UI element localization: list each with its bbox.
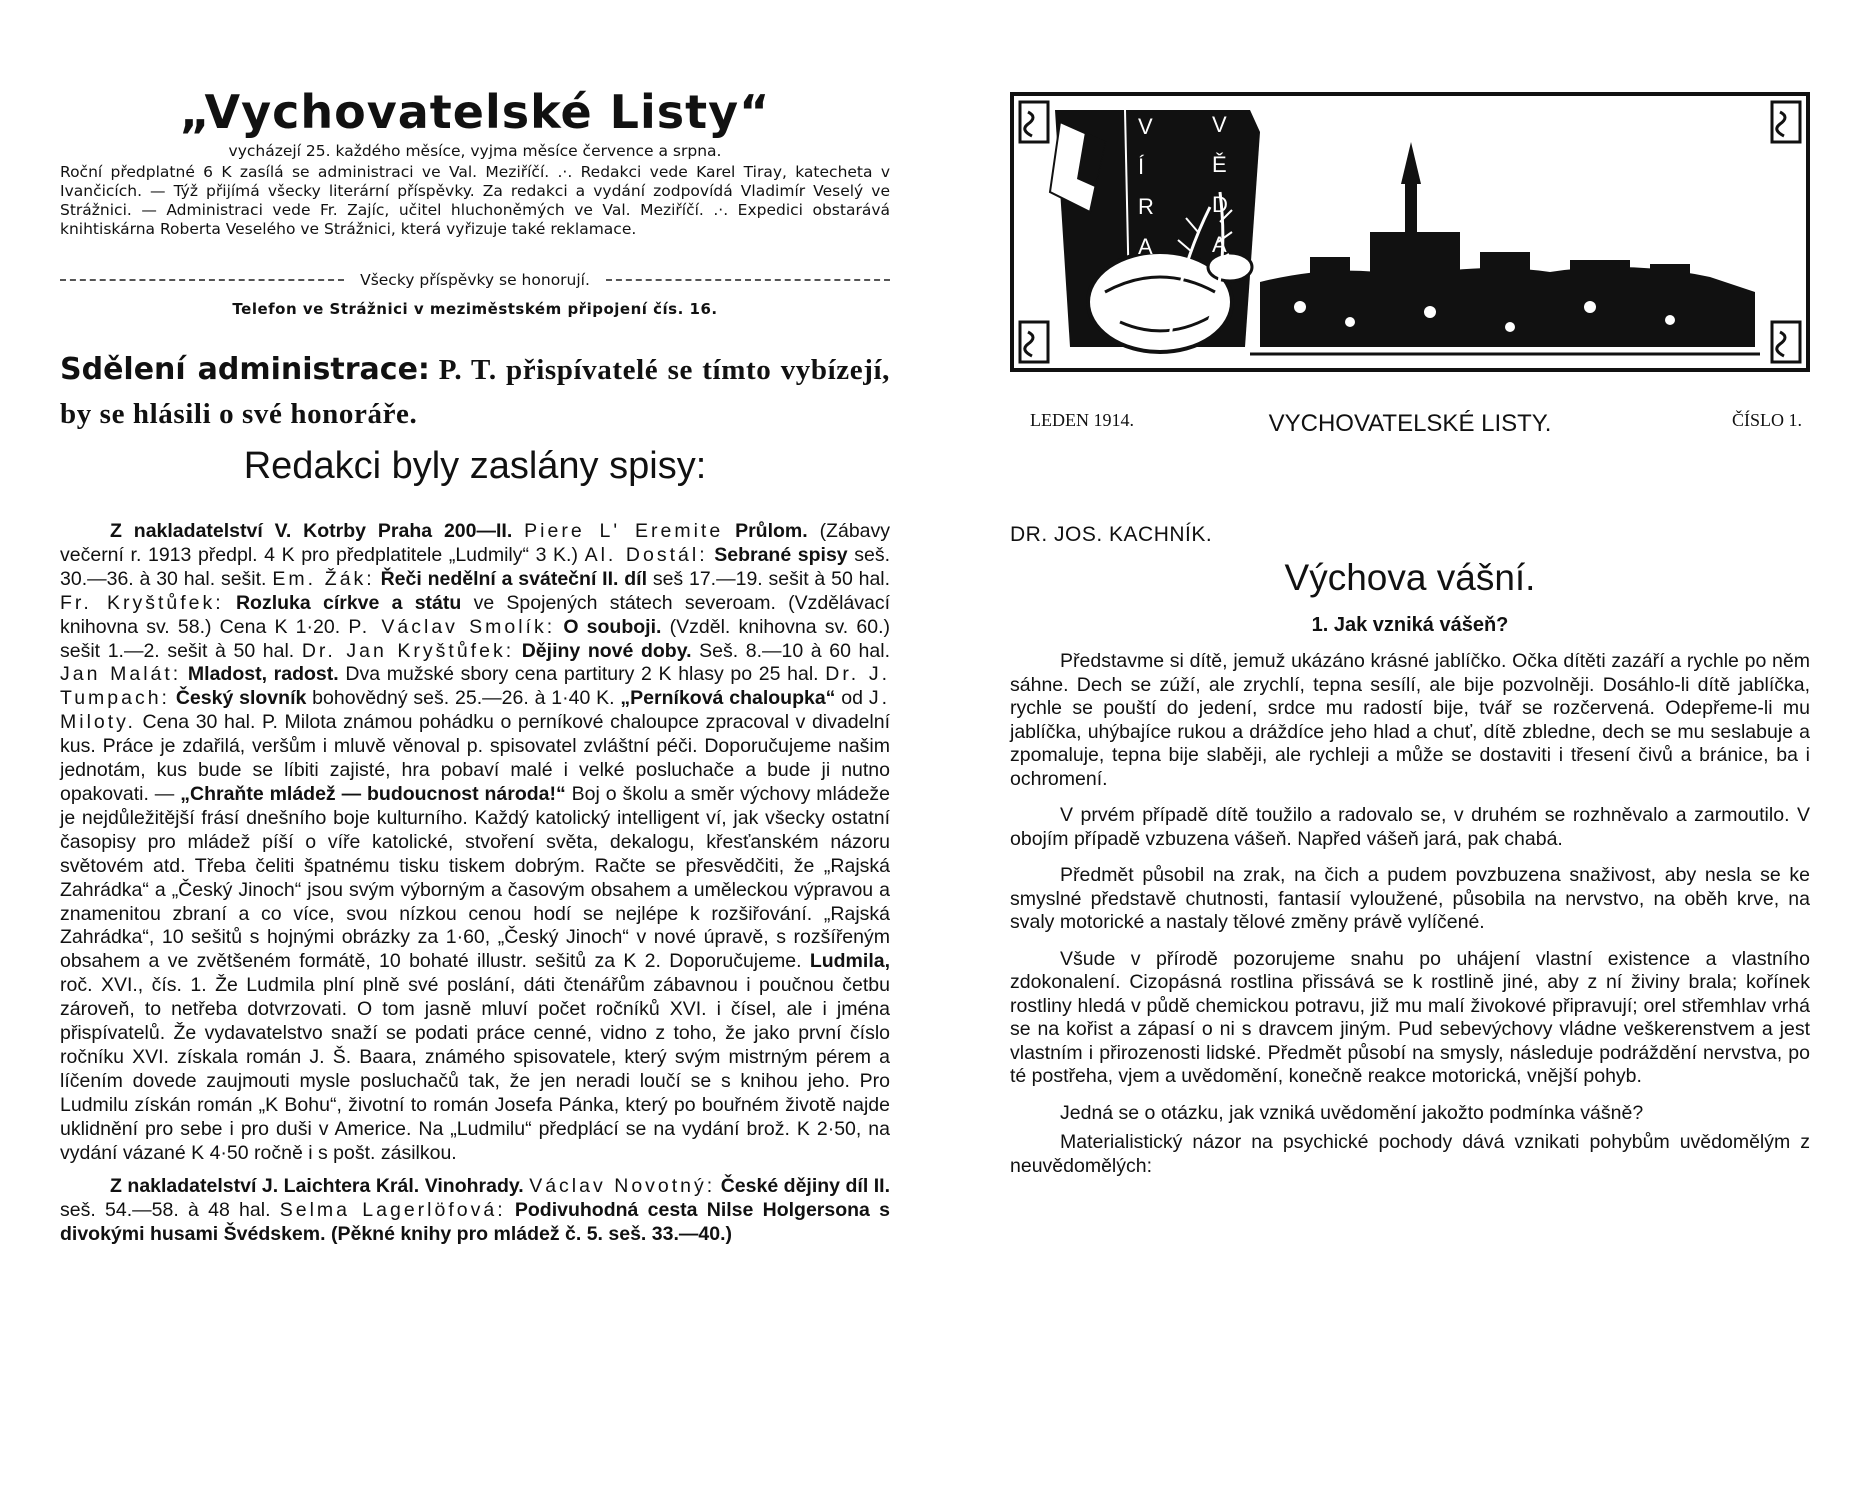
- article-paragraph: Představme si dítě, jemuž ukázáno krásné jablíčko. Očka dítěti zazáří a rychle po něm sáhne. Dech se zúží, ale zrychlí, tepna sesílí, ale bije pozvolněji. Dosáhlo-li dítě jablíčka, rychle se pouští do jedení, srdce mu radostí bije, tvář se rozčervená. Odepřeme-li mu jablíčka, uhýbajíce rukou a dráždíce jeho hlad a chuť, dítě zbledne, dech se mu seslabuje a zpomaluje, tepna bije slaběji, ale rychleji a může se dostaviti i třesení čivů a bránice, ba i ochromení.: [1010, 650, 1810, 790]
- book-note: Seš. 8.—10 à 60 hal.: [699, 639, 890, 662]
- publisher-laichter: Z nakladatelství J. Laichtera Král. Vinohrady.: [110, 1175, 524, 1198]
- author-name: Piere L' Eremite: [524, 520, 724, 542]
- author-name: Dr. Jan Kryštůfek:: [301, 639, 515, 662]
- notice-lead: Sdělení administrace:: [60, 352, 430, 387]
- book-note: seš. 30.—36. à 30 hal. sešit.: [60, 543, 891, 590]
- book-note: Dva mužské sbory cena partitury 2 K hlasy po 25 hal.: [345, 663, 819, 686]
- issue-line: [1010, 410, 1810, 440]
- issue-date: LEDEN 1914.: [1030, 410, 1134, 430]
- book-note: (Vzděl. knihovna sv. 60.) sešit 1.—2. sešit à 50 hal.: [60, 615, 890, 662]
- article-paragraph: Všude v přírodě pozorujeme snahu po uhájení vlastní existence a vlastního zdokonalení. Cizopásná rostlina přissává se k rostlině jiné, aby z ní živiny brala; kořínek rostliny hledá v půdě chemickou potravu, již mu malí živokové připravují; orel střemhlav vrhá se na kořist a zápasí o ni s dravcem jiným. Pud sebevýchovy vládne veškerenstvem a jest vlastním i přirozenosti lidské. Předmět působí na smysly, následuje podráždění nervstva, po té postřeha, vjem a uvědomění, konečně reakce motorická, vnější pohyb.: [1010, 947, 1810, 1087]
- book-note: od: [841, 687, 863, 710]
- banner-letter: A: [1138, 234, 1153, 259]
- book-title: České dějiny díl II.: [720, 1175, 891, 1198]
- book-note: bohovědný seš. 25.—26. à 1·40 K.: [312, 687, 615, 710]
- author-name: Jan Malát:: [60, 663, 182, 686]
- book-title: Ludmila,: [809, 950, 890, 973]
- banner-letter: V: [1138, 114, 1153, 139]
- telefon-line: Telefon ve Strážnici v meziměstském připojení čís. 16.: [232, 300, 718, 318]
- author-name: J. Miloty.: [60, 687, 890, 734]
- book-note: ve Spojených státech severoam. (Vzdělávací knihovna sv. 58.) Cena K 1·20.: [60, 591, 891, 638]
- administration-notice: [60, 348, 890, 436]
- book-note: (Zábavy večerní r. 1913 předpl. 4 K pro předplatitele „Ludmily“ 3 K.): [60, 520, 891, 566]
- article-author: DR. JOS. KACHNÍK.: [1010, 523, 1213, 546]
- article-subtitle: 1. Jak vzniká vášeň?: [1311, 614, 1509, 636]
- author-name: Al. Dostál:: [584, 543, 708, 566]
- issue-number: ČÍSLO 1.: [1731, 410, 1802, 430]
- book-title: Průlom.: [735, 520, 808, 542]
- honorar-row: [60, 271, 890, 289]
- header-banner-illustration: [1010, 92, 1810, 372]
- publisher-kotrba: Z nakladatelství V. Kotrby Praha 200—II.: [110, 520, 513, 542]
- book-title: Rozluka církve a státu: [235, 591, 462, 614]
- author-name: P. Václav Smolík:: [348, 615, 556, 638]
- book-list: [60, 520, 890, 1247]
- honorar-note: Všecky příspěvky se honorují.: [360, 271, 590, 289]
- author-name: Václav Novotný:: [529, 1175, 716, 1198]
- book-title: „Perníková chaloupka“: [620, 687, 836, 710]
- article-paragraph: Jedná se o otázku, jak vzniká uvědomění jakožto podmínka vášně?: [1060, 1101, 1644, 1124]
- masthead-info: Roční předplatné 6 K zasílá se administraci ve Val. Meziříčí. .·. Redakci vede Karel Tiray, katecheta v Ivančicích. — Týž přijímá všecky literární příspěvky. Za redakci a vydání zodpovídá Vladimír Veselý ve Strážnici. — Administraci vede Fr. Zajíc, učitel hluchoněmých ve Val. Meziříčí. .·. Expedici obstarává knihtiskárna Roberta Veselého ve Strážnici, která vyřizuje také reklamace.: [60, 163, 890, 238]
- book-title: „Chraňte mládež — budoucnost národa!“: [180, 782, 566, 805]
- section-heading: Redakci byly zaslány spisy:: [243, 445, 707, 487]
- masthead-schedule: vycházejí 25. každého měsíce, vyjma měsíce července a srpna.: [228, 142, 722, 160]
- book-title: Sebrané spisy: [714, 543, 848, 566]
- book-note: (Pěkné knihy pro mládež č. 5. seš. 33.—40.): [330, 1223, 732, 1246]
- banner-letter: Ě: [1212, 152, 1227, 177]
- book-title: Dějiny nové doby.: [521, 639, 692, 662]
- book-note: seš 17.—19. sešit à 50 hal.: [652, 567, 891, 590]
- book-review: roč. XVI., čís. 1. Že Ludmila plní plně své poslání, dáti čtenářům zábavnou i poučnou četbu zároveň, to netřeba dotvrzovati. O tom jasně mluví počet ročníků XVI. i čísel, ale i jména přispívatelů. Že vydavatelstvo snaží se podati práce cenné, vidno z toho, že jako první číslo ročníku XVI. získala román J. Š. Baara, známého spisovatele, který svým mistrným pérem a líčením dovede zaujmouti mysle posluchačů tak, že jen neradi loučí se s knihou jeho. Pro Ludmilu získán román „K Bohu“, životní to román Josefa Pánka, který po bouřném životě najde uklidnění pro sebe i pro duši v Americe. Na „Ludmilu“ předplácí se na vydání brož. K 2·50, na vydání vázané K 4·50 ročně i s pošt. zásilkou.: [60, 974, 890, 1164]
- book-title: Český slovník: [175, 687, 307, 710]
- book-title: Řeči nedělní a sváteční II. díl: [380, 567, 647, 590]
- banner-letter: A: [1212, 232, 1227, 257]
- article-paragraph: Předmět působil na zrak, na čich a pudem povzbuzena snaživost, aby nesla se ke smyslné představě chutnosti, fantasií vyloužené, působila na nervstvo, na oběh krve, na svaly motorické a nastaly tělové změny právě vylíčené.: [1010, 864, 1810, 933]
- banner-letter: D: [1212, 192, 1228, 217]
- book-paragraph-laichter: [60, 1175, 890, 1247]
- masthead-title: „Vychovatelské Listy“: [179, 85, 771, 139]
- book-review: Boj o školu a směr výchovy mládeže je nejdůležitější frásí dnešního boje kulturního. Každý katolický intelligent ví, jak všecky ostatní časopisy pro mládež píší o víře katolické, stvoření světa, dekalogu, křesťanském názoru světovém atd. Třeba čeliti špatnému tisku tiskem dobrým. Račte se přesvědčiti, že „Rajská Zahrádka“ a „Český Jinoch“ jsou svým výborným a časovým obsahem a uměleckou výpravou a znamenitou zbraní a co více, svou nízkou cenou hodí se nejlépe k rozšiřování. „Rajská Zahrádka“, 10 sešitů s hojnými obrázky za 1·60, „Český Jinoch“ v nové úpravě, s rozšířeným obsahem a ve zvětšeném formátě, 10 bohaté illustr. sešitů za K 2. Doporučujeme.: [60, 782, 891, 973]
- book-title: O souboji.: [563, 615, 662, 638]
- notice-text: P. T. přispívatelé se tímto vybízejí, by se hlásili o své honoráře.: [60, 354, 890, 430]
- book-paragraph-kotrba: [60, 520, 890, 1165]
- book-title: Mladost, radost.: [187, 663, 339, 686]
- author-name: Selma Lagerlöfová:: [279, 1199, 506, 1222]
- article-body: [1010, 650, 1810, 1191]
- book-review: Cena 30 hal. P. Milota známou pohádku o perníkové chaloupce zpracoval v divadelní kus. Práce je zdařilá, veršům i mluvě věnoval p. spisovatel zvláštní péči. Doporučujeme našim jednotám, kus bude se líbiti zajisté, hra pobaví malé i velké posluchače a bude ji nutno opakovati. —: [60, 711, 891, 805]
- author-name: Dr. J. Tumpach:: [60, 663, 891, 710]
- author-name: Em. Žák:: [272, 567, 375, 590]
- author-name: Fr. Kryštůfek:: [60, 591, 224, 614]
- dashed-rule-right: [606, 279, 890, 281]
- article-title: Výchova vášní.: [1284, 557, 1536, 598]
- article-paragraph: V prvém případě dítě toužilo a radovalo se, v druhém se rozhněvalo a zarmoutilo. V obojím případě vzbuzena vášeň. Napřed vášeň jará, pak chabá.: [1010, 804, 1810, 850]
- article-paragraph: Materialistický názor na psychické pochody dává vznikati pohybům uvědomělým z neuvědomělých:: [1010, 1131, 1810, 1177]
- banner-letter: V: [1212, 112, 1227, 137]
- dashed-rule-left: [60, 279, 344, 281]
- banner-letter: R: [1138, 194, 1154, 219]
- book-note: seš. 54.—58. à 48 hal.: [60, 1199, 271, 1222]
- journal-name: VYCHOVATELSKÉ LISTY.: [1268, 410, 1552, 437]
- banner-letter: Í: [1138, 154, 1145, 179]
- book-title: Podivuhodná cesta Nilse Holgersona s divokými husami Švédskem.: [60, 1199, 890, 1246]
